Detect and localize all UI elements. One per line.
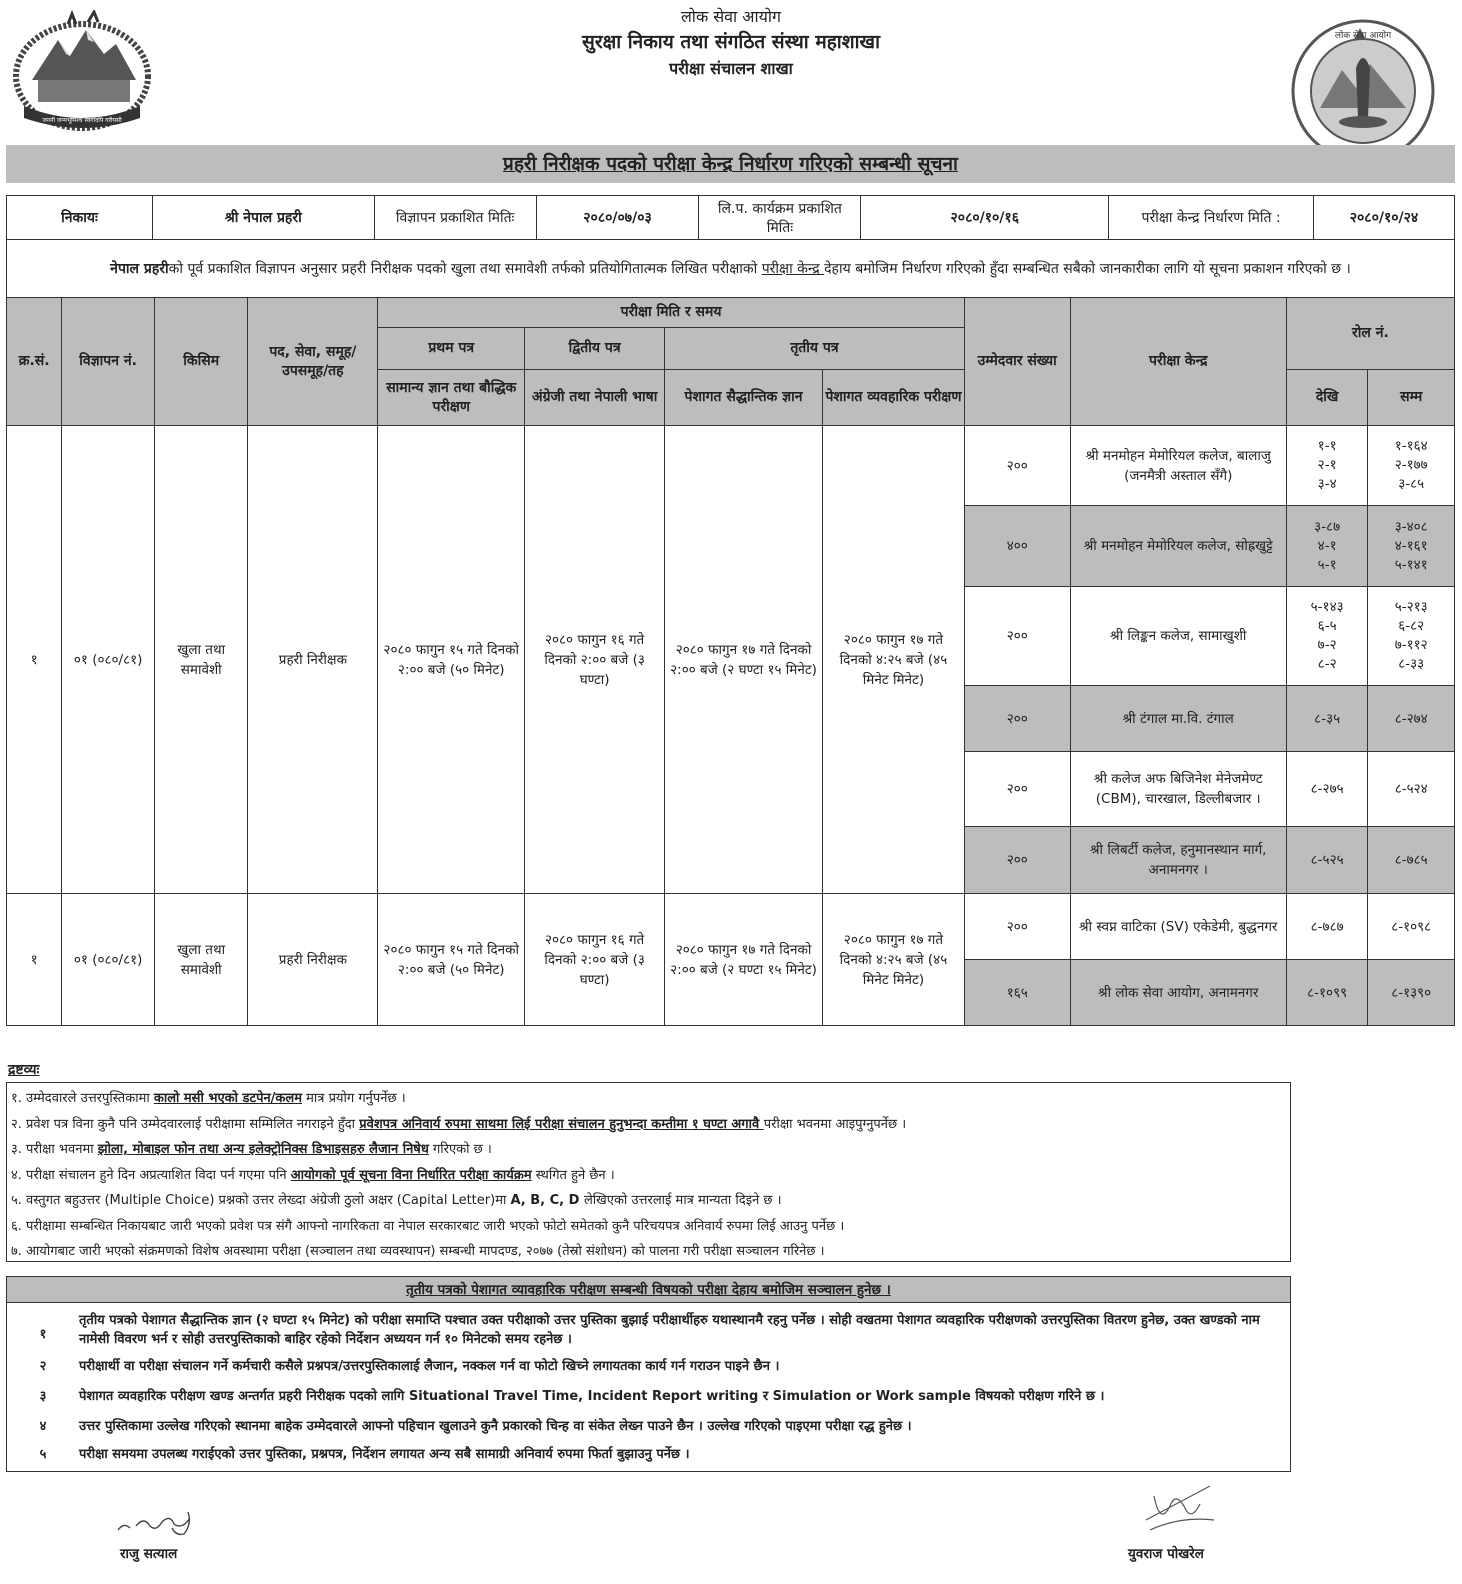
col-roll: रोल नं. [1286,298,1454,370]
col-paper-1: प्रथम पत्र [378,328,525,370]
ad-pub-date: २०८०/०७/०३ [536,196,699,240]
g1-sn: १ [7,426,62,894]
col-paper-3: तृतीय पत्र [665,328,965,370]
exam-center-table [6,297,1455,1026]
col-roll-from: देखि [1286,370,1368,426]
header-line-2: सुरक्षा निकाय तथा संगठित संस्था महाशाखा [581,31,881,53]
table-row-roll-from: ३-८७ ४-१ ५-१ [1286,506,1368,587]
g2-type: खुला तथा समावेशी [154,894,248,1026]
info-table [6,195,1455,298]
col-paper-1-sub: सामान्य ज्ञान तथा बौद्धिक परीक्षण [378,370,525,426]
g2-paper-2: २०८० फागुन १६ गते दिनको २:०० बजे (३ घण्टा) [525,894,665,1026]
table-row-count: २०० [964,752,1070,827]
table-row-count: २०० [964,686,1070,752]
table-row-roll-from: ८-१०९९ [1286,960,1368,1026]
table-row-roll-to: ८-१०९८ [1368,894,1455,960]
table-row-roll-to: ५-२१३ ६-८२ ७-११२ ८-३३ [1368,587,1455,686]
third-paper-item: ४ उत्तर पुस्तिकामा उल्लेख गरिएको स्थानमा बाहेक उम्मेदवारले आफ्नो पहिचान खुलाउने कुनै प्रकारको चिन्ह वा संकेत लेख्न पाउने छैन । उल्लेख गरिएको पाइएमा परीक्षा रद्ध हुनेछ । [39,1419,912,1434]
col-sn: क्र.सं. [7,298,62,426]
left-signatory: राजु सत्याल [120,1546,178,1562]
page-header [0,6,1462,82]
schedule-date: २०८०/१०/१६ [861,196,1109,240]
col-type: किसिम [154,298,248,426]
col-paper-2-sub: अंग्रेजी तथा नेपाली भाषा [525,370,665,426]
table-row-roll-to: ८-७८५ [1368,827,1455,894]
third-paper-item: २ परीक्षार्थी वा परीक्षा संचालन गर्ने कर्मचारी कसैले प्रश्नपत्र/उत्तरपुस्तिकालाई लैजान, नक्कल गर्न वा फोटो खिच्ने लगायतका कार्य गर्न गराउन पाइने छैन । [39,1359,780,1374]
col-paper-3a-sub: पेशागत सैद्धान्तिक ज्ञान [665,370,823,426]
col-post: पद, सेवा, समूह/उपसमूह/तह [248,298,378,426]
table-row-count: १६५ [964,960,1070,1026]
table-row-roll-from: ८-२७५ [1286,752,1368,827]
note-item: २. प्रवेश पत्र विना कुनै पनि उम्मेदवारलाई परीक्षामा सम्मिलित नगराइने हुँदा प्रवेशपत्र अनिवार्य रुपमा साथमा लिई परीक्षा संचालन हुनुभन्दा कम्तीमा १ घण्टा अगावै परीक्षा भवनमा आइपुग्नुपर्नेछ । [11,1116,907,1132]
ad-pub-label: विज्ञापन प्रकाशित मितिः [374,196,536,240]
note-item: १. उम्मेदवारले उत्तरपुस्तिकामा कालो मसी भएको डटपेन/कलम मात्र प्रयोग गर्नुपर्नेछ । [11,1091,406,1106]
g1-ad-no: ०१ (०८०/८१) [62,426,155,894]
table-row-roll-to: ८-१३९० [1368,960,1455,1026]
g1-paper-1: २०८० फागुन १५ गते दिनको २:०० बजे (५० मिनेट) [378,426,525,894]
g1-type: खुला तथा समावेशी [154,426,248,894]
table-row-roll-to: ८-२७४ [1368,686,1455,752]
table-row-roll-from: ८-७८७ [1286,894,1368,960]
note-item: ७. आयोगबाट जारी भएको संक्रमणको विशेष अवस्थामा परीक्षा (सञ्चालन तथा व्यवस्थापन) सम्बन्धी मापदण्ड, २०७७ (तेस्रो संशोधन) को पालना गरी परीक्षा सञ्चालन गरिनेछ । [11,1244,825,1259]
table-row-roll-to: १-१६४ २-१७७ ३-८५ [1368,426,1455,506]
table-row-count: २०० [964,426,1070,506]
g2-ad-no: ०१ (०८०/८१) [62,894,155,1026]
g2-paper-3a: २०८० फागुन १७ गते दिनको २:०० बजे (२ घण्टा १५ मिनेट) [665,894,823,1026]
body-value: श्री नेपाल प्रहरी [152,196,374,240]
note-item: ६. परीक्षामा सम्बन्धित निकायबाट जारी भएको प्रवेश पत्र संगै आफ्नो नागरिकता वा नेपाल सरकारबाट जारी भएको फोटो समेतको कुनै परिचयपत्र अनिवार्य रुपमा लिई आउनु पर्नेछ । [11,1218,845,1234]
table-row-center: श्री लिङ्कन कलेज, सामाखुशी [1070,587,1286,686]
g1-post: प्रहरी निरीक्षक [248,426,378,894]
g1-paper-3a: २०८० फागुन १७ गते दिनको २:०० बजे (२ घण्टा १५ मिनेट) [665,426,823,894]
center-date: २०८०/१०/२४ [1313,196,1454,240]
note-item: ४. परीक्षा संचालन हुने दिन अप्रत्याशित विदा पर्न गएमा पनि आयोगको पूर्व सूचना विना निर्धारित परीक्षा कार्यक्रम स्थगित हुने छैन । [11,1167,615,1183]
third-paper-item: ५ परीक्षा समयमा उपलब्ध गराईएको उत्तर पुस्तिका, प्रश्नपत्र, निर्देशन लगायत अन्य सबै सामाग्री अनिवार्य रुपमा फिर्ता बुझाउनु पर्नेछ । [39,1447,690,1462]
col-ad-no: विज्ञापन नं. [62,298,155,426]
svg-text:लोक सेवा आयोग: लोक सेवा आयोग [1334,31,1392,41]
col-center: परीक्षा केन्द्र [1070,298,1286,426]
table-row-roll-to: ८-५२४ [1368,752,1455,827]
table-row-roll-to: ३-४०८ ४-१६१ ५-१४१ [1368,506,1455,587]
header-line-3: परीक्षा संचालन शाखा [669,59,793,78]
table-row-roll-from: ८-५२५ [1286,827,1368,894]
table-row-roll-from: ५-१४३ ६-५ ७-२ ८-२ [1286,587,1368,686]
note-item: ३. परीक्षा भवनमा झोला, मोबाइल फोन तथा अन्य इलेक्ट्रोनिक्स डिभाइसहरु लैजान निषेध गरिएको छ । [11,1142,492,1157]
third-paper-item: ३ पेशागत व्यवहारिक परीक्षण खण्ड अन्तर्गत प्रहरी निरीक्षक पदको लागि Situational Travel Time, Incident Report writing र Simulation or Work sample विषयको परीक्षण गरिने छ । [39,1389,1105,1404]
third-paper-item: १ तृतीय पत्रको पेशागत सैद्धान्तिक ज्ञान (२ घण्टा १५ मिनेट) को परीक्षा समाप्ति पश्चात उक्त परीक्षाको उत्तर पुस्तिका बुझाई परीक्षार्थीहरु यथास्थानमै रहनु पर्नेछ । सोही वखतमा पेशागत व्यवहारिक परीक्षणको उत्तरपुस्तिका वितरण हुनेछ, उक्त खण्डको नाम नामेसी विवरण भर्न र सोही उत्तरपुस्तिकाको बाहिर रहेको निर्देशन अध्ययन गर्न १० मिनेटको समय रहनेछ । [39,1313,1260,1347]
left-signature-mark [112,1508,208,1538]
table-row-center: श्री कलेज अफ बिजिनेश मेनेजमेण्ट (CBM), चारखाल, डिल्लीबजार । [1070,752,1286,827]
table-row-roll-from: १-१ २-१ ३-४ [1286,426,1368,506]
table-row-center: श्री स्वप्न वाटिका (SV) एकेडेमी, बुद्धनगर [1070,894,1286,960]
notes-box [6,1082,1291,1262]
table-row-count: २०० [964,894,1070,960]
right-signature-mark [1140,1480,1224,1536]
body-label: निकायः [7,196,153,240]
intro-text: नेपाल प्रहरीको पूर्व प्रकाशित विज्ञापन अनुसार प्रहरी निरीक्षक पदको खुला तथा समावेशी तर्फको प्रतियोगितात्मक लिखित परीक्षाको परीक्षा केन्द्र देहाय बमोजिम निर्धारण गरिएको हुँदा सम्बन्धित सबैको जानकारीका लागि यो सूचना प्रकाशन गरिएको छ । [7,240,1455,298]
g2-sn: १ [7,894,62,1026]
table-row-center: श्री टंगाल मा.वि. टंगाल [1070,686,1286,752]
third-paper-title: तृतीय पत्रको पेशागत व्यावहारिक परीक्षण सम्बन्धी विषयको परीक्षा देहाय बमोजिम सञ्चालन हुनेछ । [7,1277,1290,1303]
col-count: उम्मेदवार संख्या [964,298,1070,426]
col-paper-3b-sub: पेशागत व्यवहारिक परीक्षण [823,370,965,426]
g2-paper-1: २०८० फागुन १५ गते दिनको २:०० बजे (५० मिनेट) [378,894,525,1026]
g1-paper-3b: २०८० फागुन १७ गते दिनको ४:२५ बजे (४५ मिनेट मिनेट) [823,426,965,894]
col-roll-to: सम्म [1368,370,1455,426]
right-signatory: युवराज पोखरेल [1128,1546,1204,1562]
table-row-center: श्री मनमोहन मेमोरियल कलेज, सोह्रखुट्टे [1070,506,1286,587]
schedule-label: लि.प. कार्यक्रम प्रकाशित मितिः [699,196,861,240]
table-row-count: २०० [964,827,1070,894]
table-row-center: श्री लोक सेवा आयोग, अनामनगर [1070,960,1286,1026]
notes-title: द्रष्टव्यः [8,1062,40,1078]
g2-post: प्रहरी निरीक्षक [248,894,378,1026]
notice-title: प्रहरी निरीक्षक पदको परीक्षा केन्द्र निर्धारण गरिएको सम्बन्धी सूचना [6,145,1455,183]
third-paper-section [6,1276,1291,1472]
table-row-center: श्री लिबर्टी कलेज, हनुमानस्थान मार्ग, अनामनगर । [1070,827,1286,894]
table-row-count: २०० [964,587,1070,686]
note-item: ५. वस्तुगत बहुउत्तर (Multiple Choice) प्रश्नको उत्तर लेख्दा अंग्रेजी ठुलो अक्षर (Capital Letter)मा A, B, C, D लेखिएको उत्तरलाई मात्र मान्यता दिइने छ । [11,1193,782,1208]
col-exam-datetime: परीक्षा मिति र समय [378,298,965,328]
g2-paper-3b: २०८० फागुन १७ गते दिनको ४:२५ बजे (४५ मिनेट मिनेट) [823,894,965,1026]
g1-paper-2: २०८० फागुन १६ गते दिनको २:०० बजे (३ घण्टा) [525,426,665,894]
table-row-count: ४०० [964,506,1070,587]
svg-text:जननी जन्मभूमिश्च स्वर्गादपि गर: जननी जन्मभूमिश्च स्वर्गादपि गरीयसी [42,117,122,124]
table-row-roll-from: ८-३५ [1286,686,1368,752]
table-row-center: श्री मनमोहन मेमोरियल कलेज, बालाजु (जनमैत्री अस्ताल सँगै) [1070,426,1286,506]
col-paper-2: द्वितीय पत्र [525,328,665,370]
header-line-1: लोक सेवा आयोग [680,7,782,26]
center-date-label: परीक्षा केन्द्र निर्धारण मिति : [1109,196,1314,240]
